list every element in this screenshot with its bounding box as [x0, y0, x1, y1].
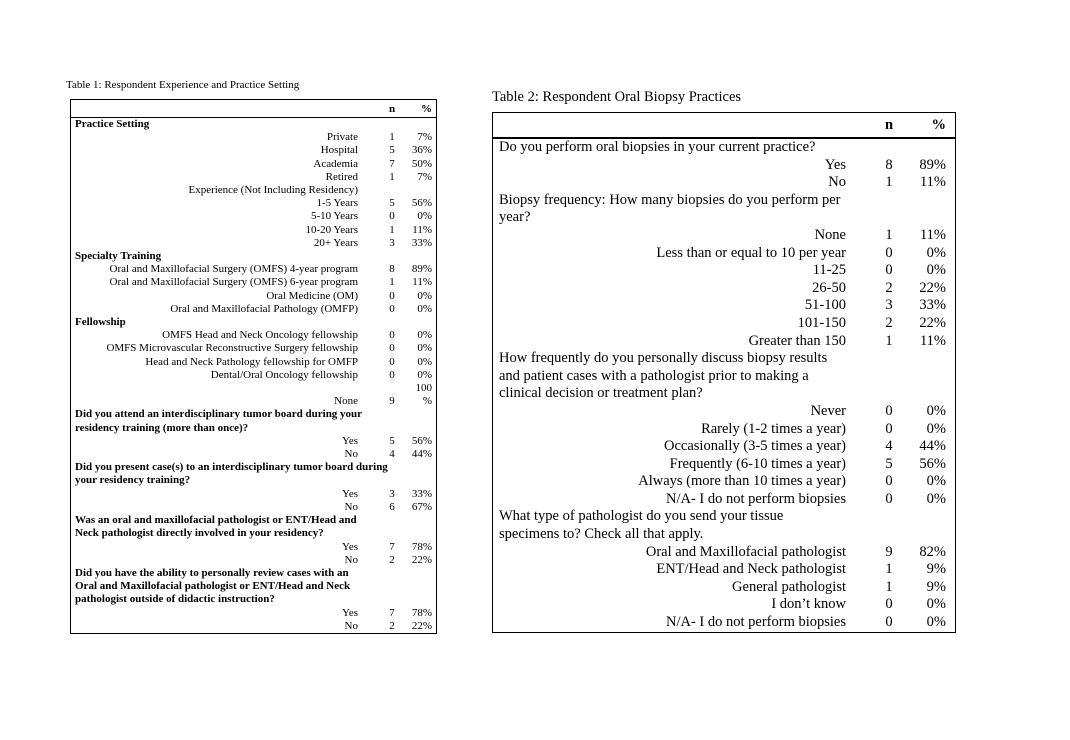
row-percent: 89% [919, 156, 946, 173]
row-count: 7 [389, 157, 395, 170]
column-header-percent: % [931, 117, 946, 134]
row-percent: 0% [926, 262, 946, 279]
row-count: 5 [389, 434, 395, 447]
row-percent: 11% [412, 223, 432, 236]
row-percent: 0% [417, 210, 432, 223]
row-percent: 0% [926, 490, 946, 507]
row-label: Yes [341, 434, 358, 447]
table-row [493, 561, 955, 579]
row-label: Oral and Maxillofacial Surgery (OMFS) 6-year program [109, 276, 358, 289]
table-row [493, 333, 955, 351]
table-row [71, 184, 436, 197]
row-percent: 56% [919, 455, 946, 472]
table-row [71, 488, 436, 501]
table1-header-row [71, 100, 436, 118]
row-percent: 22% [411, 619, 432, 632]
row-label: Oral Medicine (OM) [266, 289, 358, 302]
table-row [71, 435, 436, 448]
row-label: Dental/Oral Oncology fellowship [210, 368, 358, 381]
row-label: 1-5 Years [316, 197, 358, 210]
row-percent: 11% [919, 332, 946, 349]
row-percent: 0% [926, 402, 946, 419]
row-percent: 0% [417, 289, 432, 302]
row-percent: 0% [417, 368, 432, 381]
table-row [71, 369, 436, 382]
row-count: 3 [885, 297, 893, 314]
row-count: 0 [389, 210, 395, 223]
row-count: 0 [885, 614, 893, 631]
row-count: 0 [389, 302, 395, 315]
row-count: 1 [885, 226, 893, 243]
row-percent: 0% [926, 614, 946, 631]
table1-body [71, 118, 436, 633]
table-row [71, 276, 436, 289]
row-label: Oral and Maxillofacial pathologist [645, 543, 846, 560]
row-label: Occasionally (3-5 times a year) [664, 438, 846, 455]
row-percent: 0% [926, 596, 946, 613]
table-row [71, 329, 436, 342]
row-label: Specialty Training [75, 250, 162, 263]
row-label: No [828, 174, 846, 191]
table-section-row [493, 350, 955, 403]
row-percent: 0% [926, 473, 946, 490]
row-count: 7 [389, 606, 395, 619]
table-row [71, 263, 436, 276]
table-row [71, 303, 436, 316]
column-header-n: n [388, 102, 396, 115]
table-row [493, 315, 955, 333]
row-count: 0 [885, 420, 893, 437]
row-percent: 9% [926, 578, 946, 595]
row-count: 9 [389, 395, 395, 408]
table-row [71, 448, 436, 461]
row-count: 2 [885, 314, 893, 331]
row-percent: 11% [412, 276, 432, 289]
row-label: Yes [341, 487, 358, 500]
row-percent: 44% [919, 438, 946, 455]
table2-body [493, 139, 955, 632]
row-percent: 7% [417, 170, 432, 183]
row-count: 0 [885, 262, 893, 279]
table-row [71, 620, 436, 633]
row-percent: 78% [411, 606, 432, 619]
row-count: 3 [389, 487, 395, 500]
row-count: 2 [389, 619, 395, 632]
row-percent: 22% [411, 553, 432, 566]
row-percent: 11% [919, 226, 946, 243]
table-row [493, 227, 955, 245]
row-label: 101-150 [797, 314, 846, 331]
row-count: 5 [389, 144, 395, 157]
row-count: 4 [885, 438, 893, 455]
row-label: Private [326, 131, 358, 144]
table-row [493, 544, 955, 562]
row-count: 2 [885, 279, 893, 296]
row-label: 10-20 Years [305, 223, 358, 236]
table-row [493, 262, 955, 280]
row-label: Yes [341, 606, 358, 619]
table-section-row [71, 408, 436, 434]
row-percent: 0% [417, 302, 432, 315]
row-label: N/A- I do not perform biopsies [665, 614, 846, 631]
row-label: None [814, 226, 846, 243]
row-count: 0 [885, 596, 893, 613]
row-count: 1 [885, 578, 893, 595]
table-row [493, 438, 955, 456]
row-label: Do you perform oral biopsies in your current practice? [499, 139, 816, 155]
table2 [492, 112, 956, 633]
table-section-row [493, 139, 955, 157]
table-section-row [71, 514, 436, 540]
table-row [71, 541, 436, 554]
row-label: Yes [824, 156, 846, 173]
table-row [493, 174, 955, 192]
table-row [493, 473, 955, 491]
row-count: 0 [389, 342, 395, 355]
row-count: 9 [885, 543, 893, 560]
row-label: Greater than 150 [748, 332, 846, 349]
table-row [71, 382, 436, 408]
row-label: Hospital [320, 144, 358, 157]
row-label: Never [810, 402, 846, 419]
row-count: 1 [885, 332, 893, 349]
row-label: No [344, 500, 358, 513]
row-count: 5 [389, 197, 395, 210]
table-row [71, 224, 436, 237]
table-row [71, 356, 436, 369]
table-row [493, 280, 955, 298]
table-row [493, 245, 955, 263]
row-count: 0 [389, 289, 395, 302]
table-row [71, 171, 436, 184]
row-percent: 67% [411, 500, 432, 513]
row-label: No [344, 619, 358, 632]
row-percent: 7% [417, 131, 432, 144]
row-count: 1 [389, 170, 395, 183]
table2-header-row [493, 113, 955, 139]
row-label: Academia [313, 157, 358, 170]
table-row [71, 607, 436, 620]
table-row [71, 131, 436, 144]
table-section-row [71, 461, 436, 487]
row-count: 1 [885, 174, 893, 191]
row-label: Biopsy frequency: How many biopsies do you perform per year? [499, 191, 841, 226]
row-count: 1 [885, 561, 893, 578]
table-row [71, 144, 436, 157]
table-section-row [493, 508, 955, 543]
row-label: No [344, 448, 358, 461]
row-count: 3 [389, 236, 395, 249]
row-count: 0 [885, 244, 893, 261]
row-label: Frequently (6-10 times a year) [669, 455, 846, 472]
row-label: Less than or equal to 10 per year [656, 244, 846, 261]
row-percent: 0% [926, 244, 946, 261]
row-count: 0 [885, 490, 893, 507]
row-label: General pathologist [732, 578, 846, 595]
row-count: 7 [389, 540, 395, 553]
row-count: 6 [389, 500, 395, 513]
row-label: 51-100 [804, 297, 846, 314]
row-label: Oral and Maxillofacial Pathology (OMFP) [170, 302, 358, 315]
row-percent: 22% [919, 314, 946, 331]
row-label: How frequently do you personally discuss biopsy results and patient cases with a pathologist prior to making a clinical decision or treatment plan? [499, 350, 828, 402]
table-section-row [493, 192, 955, 227]
row-count: 0 [389, 329, 395, 342]
row-percent: 50% [411, 157, 432, 170]
row-percent: 0% [417, 355, 432, 368]
row-label: Practice Setting [75, 118, 150, 130]
row-count: 8 [389, 263, 395, 276]
table1 [70, 99, 437, 634]
table-row [493, 456, 955, 474]
column-header-percent: % [421, 102, 432, 115]
table-section-row [71, 250, 436, 263]
row-percent: 22% [919, 279, 946, 296]
row-count: 0 [885, 402, 893, 419]
table-row [71, 554, 436, 567]
table-row [71, 342, 436, 355]
row-percent: 56% [411, 434, 432, 447]
table2-caption: Table 2: Respondent Oral Biopsy Practices [492, 89, 742, 105]
row-count: 1 [389, 131, 395, 144]
table-section-row [71, 316, 436, 329]
row-count: 2 [389, 553, 395, 566]
table-row [493, 157, 955, 175]
row-percent: 82% [919, 543, 946, 560]
row-percent: 9% [926, 561, 946, 578]
row-label: Did you present case(s) to an interdisciplinary tumor board during your residency training? [75, 461, 388, 487]
row-label: Head and Neck Pathology fellowship for OMFP [145, 355, 358, 368]
row-label: What type of pathologist do you send your tissue specimens to? Check all that apply. [499, 508, 784, 543]
row-label: Fellowship [75, 316, 126, 329]
row-count: 1 [389, 276, 395, 289]
row-label: 20+ Years [313, 236, 358, 249]
table-row [493, 579, 955, 597]
column-header-n: n [884, 117, 894, 134]
row-count: 0 [885, 473, 893, 490]
row-label: OMFS Head and Neck Oncology fellowship [162, 329, 358, 342]
row-percent: 89% [411, 263, 432, 276]
row-label: Oral and Maxillofacial Surgery (OMFS) 4-year program [109, 263, 358, 276]
row-count: 8 [885, 156, 893, 173]
table-row [493, 297, 955, 315]
table-row [493, 403, 955, 421]
table-row [71, 158, 436, 171]
row-count: 4 [389, 448, 395, 461]
row-percent: 100 % [415, 382, 432, 408]
table-section-row [71, 567, 436, 607]
table-row [71, 290, 436, 303]
row-percent: 36% [411, 144, 432, 157]
table-row [493, 491, 955, 509]
row-label: ENT/Head and Neck pathologist [656, 561, 846, 578]
row-label: Was an oral and maxillofacial pathologist or ENT/Head and Neck pathologist directly involved in your residency? [75, 514, 357, 540]
row-percent: 0% [926, 420, 946, 437]
table-row [493, 614, 955, 632]
row-count: 0 [389, 355, 395, 368]
table-row [71, 501, 436, 514]
row-count: 5 [885, 455, 893, 472]
table-row [493, 596, 955, 614]
row-label: No [344, 553, 358, 566]
row-label: Did you attend an interdisciplinary tumor board during your residency training (more than once)? [75, 408, 363, 434]
row-label: Retired [325, 170, 358, 183]
row-label: 5-10 Years [310, 210, 358, 223]
row-percent: 56% [411, 197, 432, 210]
row-count: 1 [389, 223, 395, 236]
row-percent: 0% [417, 342, 432, 355]
row-percent: 78% [411, 540, 432, 553]
row-percent: 33% [411, 236, 432, 249]
row-label: OMFS Microvascular Reconstructive Surgery fellowship [106, 342, 358, 355]
row-percent: 11% [919, 174, 946, 191]
table-row [71, 197, 436, 210]
row-label: None [334, 395, 358, 408]
table1-caption: Table 1: Respondent Experience and Practice Setting [66, 79, 300, 91]
table-row [71, 237, 436, 250]
row-label: 26-50 [812, 279, 846, 296]
row-percent: 33% [919, 297, 946, 314]
row-label: 11-25 [812, 262, 846, 279]
row-percent: 44% [411, 448, 432, 461]
row-percent: 33% [411, 487, 432, 500]
row-label: Rarely (1-2 times a year) [701, 420, 846, 437]
row-label: N/A- I do not perform biopsies [665, 490, 846, 507]
row-percent: 0% [417, 329, 432, 342]
table-row [71, 210, 436, 223]
row-label: Experience (Not Including Residency) [188, 184, 358, 197]
table-row [493, 421, 955, 439]
row-label: Always (more than 10 times a year) [638, 473, 846, 490]
table-section-row [71, 118, 436, 131]
row-count: 0 [389, 368, 395, 381]
row-label: Did you have the ability to personally review cases with an Oral and Maxillofacial pathologist or ENT/Head and Neck pathologist outside of didactic instruction? [75, 566, 351, 606]
row-label: Yes [341, 540, 358, 553]
row-label: I don’t know [771, 596, 846, 613]
